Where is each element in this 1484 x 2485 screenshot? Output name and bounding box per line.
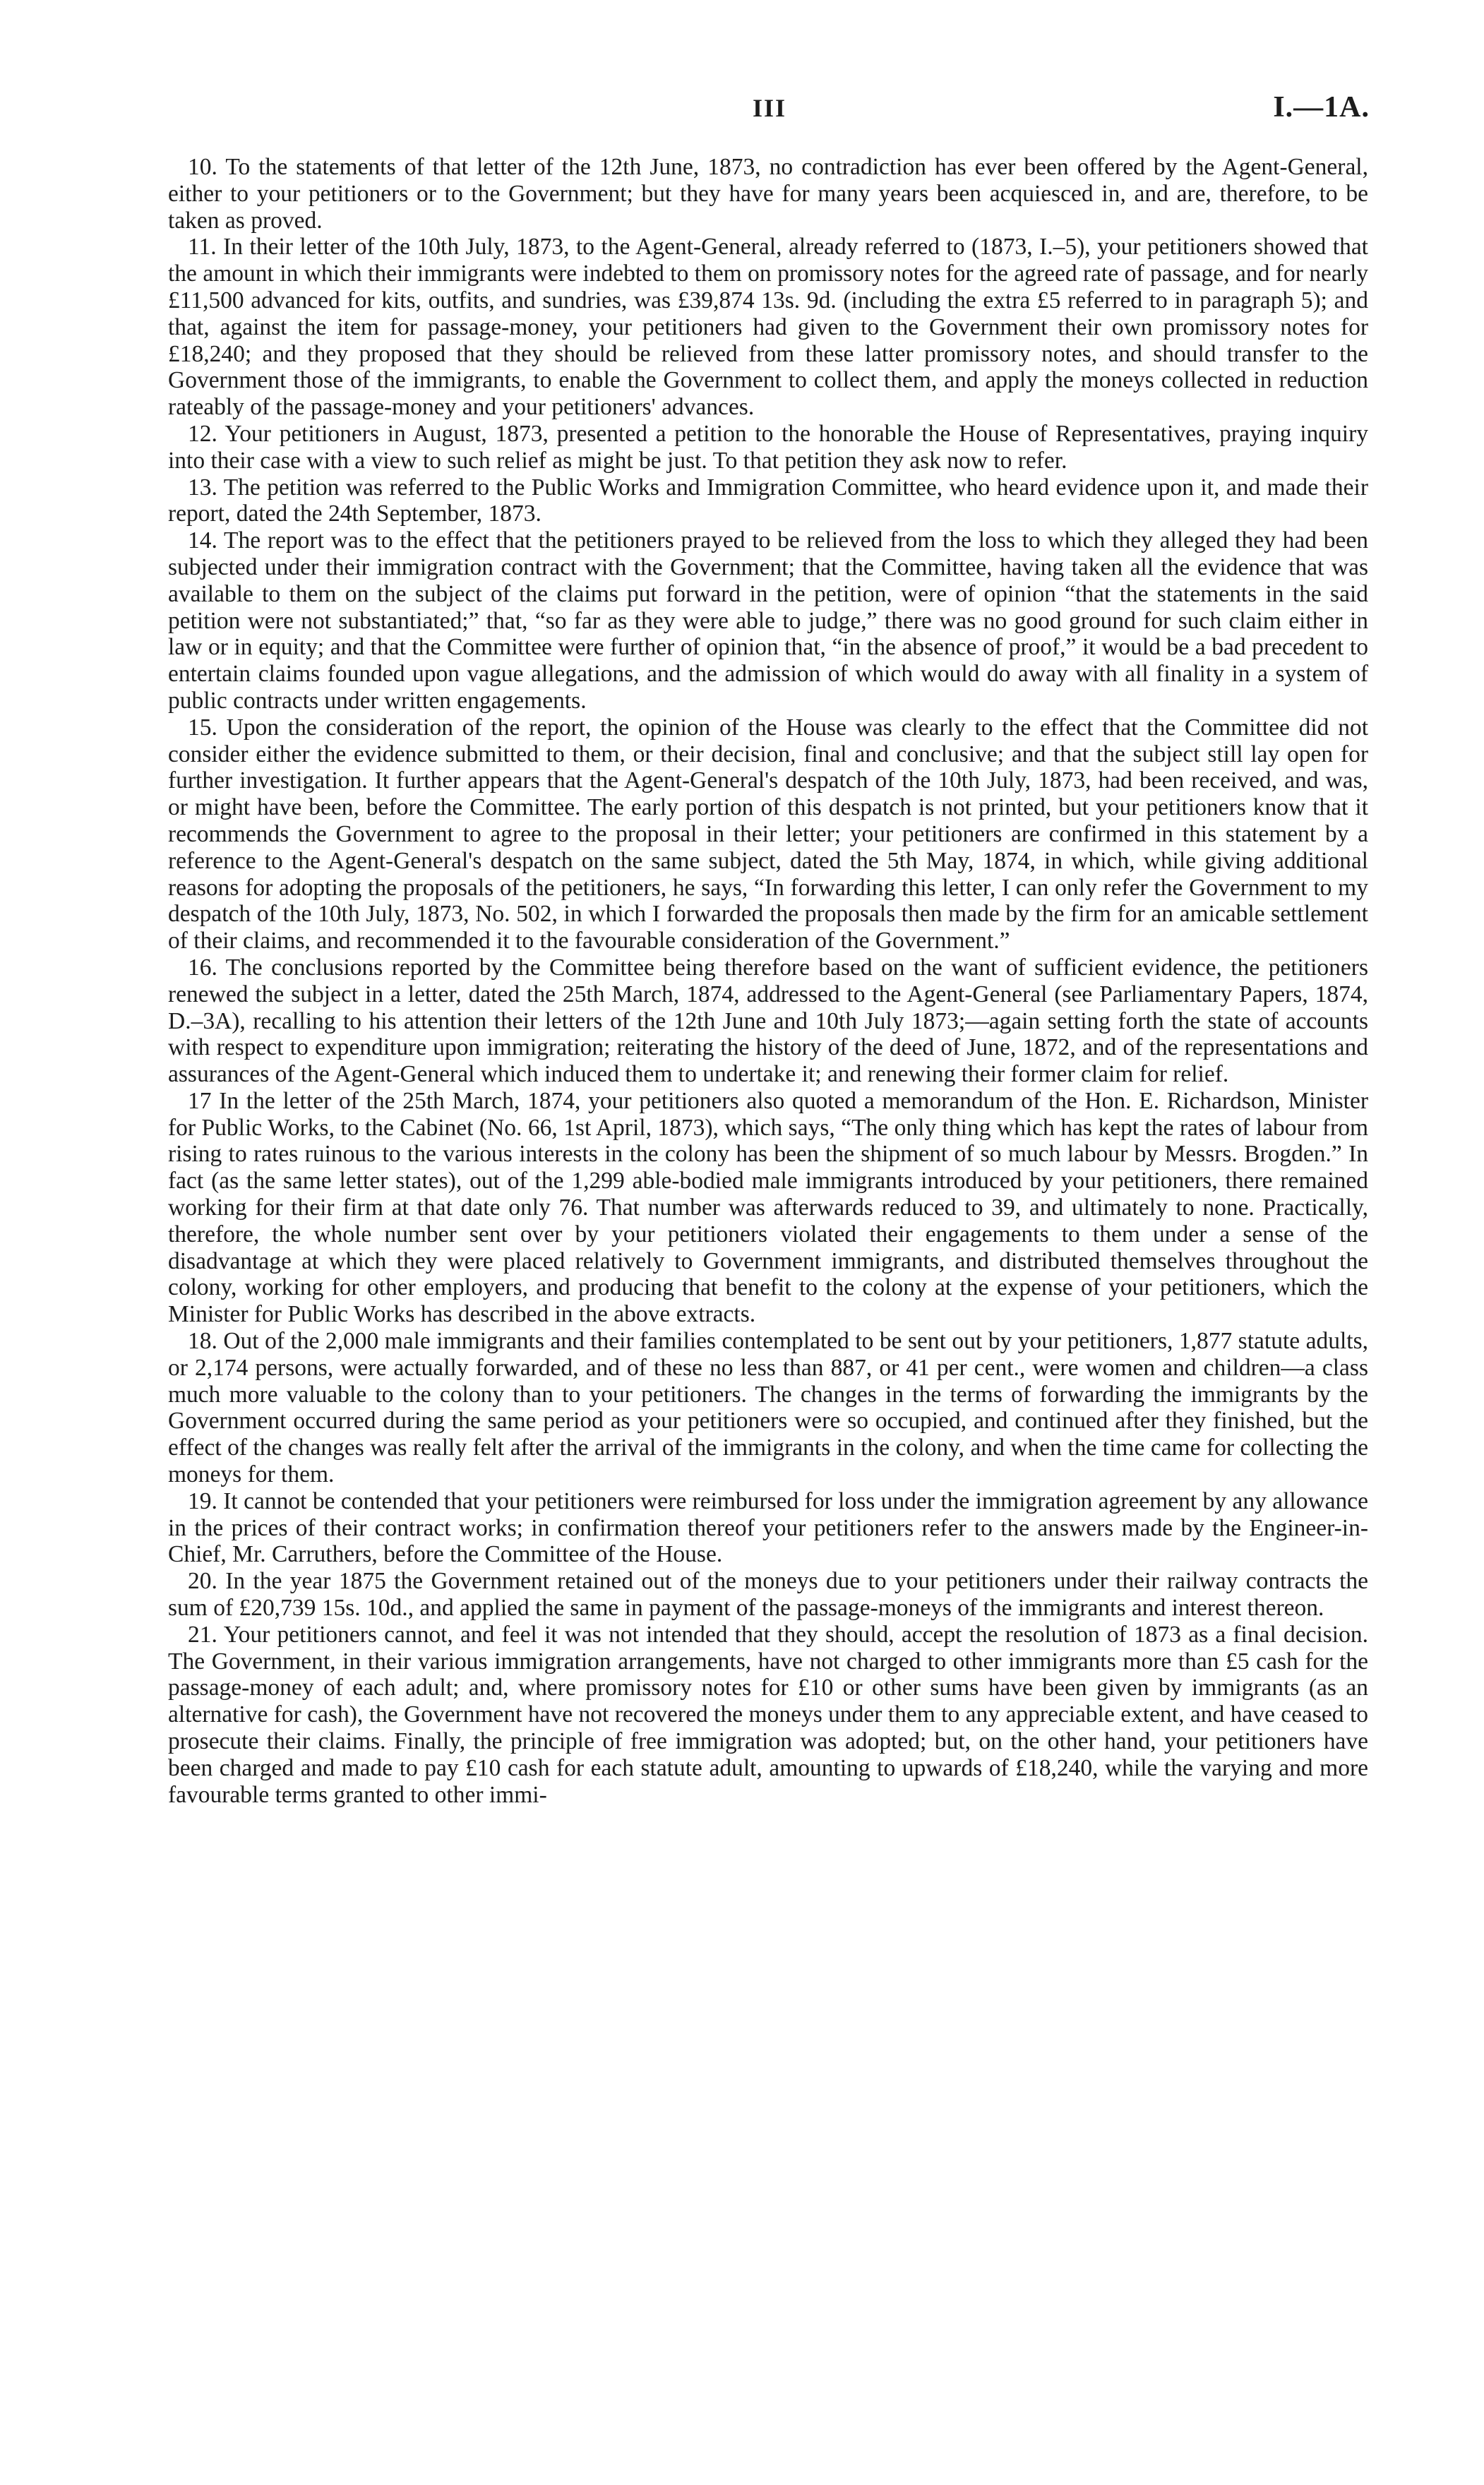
- paragraph-16: 16. The conclusions reported by the Committee being therefore based on the want of sufficient evidence, the petitioners renewed the subject in a letter, dated the 25th March, 1874, addressed to the Agent-General (see Parliamentary Papers, 1874, D.–3A), recalling to his attention their letters of the 12th June and 10th July 1873;—again setting forth the state of accounts with respect to expenditure upon immigration; reiterating the history of the deed of June, 1872, and of the representations and assurances of the Agent-General which induced them to undertake it; and renewing their former claim for relief.: [168, 954, 1368, 1088]
- paragraph-21: 21. Your petitioners cannot, and feel it was not intended that they should, accept the resolution of 1873 as a final decision. The Government, in their various immigration arrangements, have not charged to other immigrants more than £5 cash for the passage-money of each adult; and, where promissory notes for £10 or other sums have been given by immigrants (as an alternative for cash), the Government have not recovered the moneys under them to any appreciable extent, and have ceased to prosecute their claims. Finally, the principle of free immigration was adopted; but, on the other hand, your petitioners have been charged and made to pay £10 cash for each statute adult, amounting to upwards of £18,240, while the varying and more favourable terms granted to other immi-: [168, 1621, 1368, 1808]
- body-text: [168, 154, 1368, 1808]
- paragraph-17: 17 In the letter of the 25th March, 1874, your petitioners also quoted a memorandum of the Hon. E. Richardson, Minister for Public Works, to the Cabinet (No. 66, 1st April, 1873), which says, “The only thing which has kept the rates of labour from rising to rates ruinous to the various interests in the colony has been the shipment of so much labour by Messrs. Brogden.” In fact (as the same letter states), out of the 1,299 able-bodied male immigrants introduced by your petitioners, there remained working for their firm at that date only 76. That number was afterwards reduced to 39, and ultimately to none. Practically, therefore, the whole number sent over by your petitioners violated their engagements to them under a sense of the disadvantage at which they were placed relatively to Government immigrants, and distributed themselves throughout the colony, working for other employers, and producing that benefit to the colony at the expense of your petitioners, which the Minister for Public Works has described in the above extracts.: [168, 1087, 1368, 1328]
- paragraph-15: 15. Upon the consideration of the report, the opinion of the House was clearly to the effect that the Committee did not consider either the evidence submitted to them, or their decision, final and conclusive; and that the subject still lay open for further investigation. It further appears that the Agent-General's despatch of the 10th July, 1873, had been received, and was, or might have been, before the Committee. The early portion of this despatch is not printed, but your petitioners know that it recommends the Government to agree to the proposal in their letter; your petitioners are confirmed in this statement by a reference to the Agent-General's despatch on the same subject, dated the 5th May, 1874, in which, while giving additional reasons for adopting the proposals of the petitioners, he says, “In forwarding this letter, I can only refer the Government to my despatch of the 10th July, 1873, No. 502, in which I forwarded the proposals then made by the firm for an amicable settlement of their claims, and recommended it to the favourable consideration of the Government.”: [168, 714, 1368, 954]
- paragraph-13: 13. The petition was referred to the Public Works and Immigration Committee, who heard evidence upon it, and made their report, dated the 24th September, 1873.: [168, 474, 1368, 527]
- page-header: [169, 90, 1370, 133]
- paragraph-11: 11. In their letter of the 10th July, 1873, to the Agent-General, already referred to (1873, I.–5), your petitioners showed that the amount in which their immigrants were indebted to them on promissory notes for the agreed rate of passage, and for nearly £11,500 advanced for kits, outfits, and sundries, was £39,874 13s. 9d. (including the extra £5 referred to in paragraph 5); and that, against the item for passage-money, your petitioners had given to the Government their own promissory notes for £18,240; and they proposed that they should be relieved from these latter promissory notes, and should transfer to the Government those of the immigrants, to enable the Government to collect them, and apply the moneys collected in reduction rateably of the passage-money and your petitioners' advances.: [168, 234, 1368, 421]
- paragraph-10: 10. To the statements of that letter of the 12th June, 1873, no contradiction has ever been offered by the Agent-General, either to your petitioners or to the Government; but they have for many years been acquiesced in, and are, therefore, to be taken as proved.: [168, 154, 1368, 234]
- paragraph-12: 12. Your petitioners in August, 1873, presented a petition to the honorable the House of Representatives, praying inquiry into their case with a view to such relief as might be just. To that petition they ask now to refer.: [168, 420, 1368, 474]
- document-reference: I.—1A.: [1273, 91, 1370, 124]
- paragraph-14: 14. The report was to the effect that the petitioners prayed to be relieved from the loss to which they alleged they had been subjected under their immigration contract with the Government; that the Committee, having taken all the evidence that was available to them on the subject of the claims put forward in the petition, were of opinion “that the statements in the said petition were not substantiated;” that, “so far as they were able to judge,” there was no good ground for such claim either in law or in equity; and that the Committee were further of opinion that, “in the absence of proof,” it would be a bad precedent to entertain claims founded upon vague allegations, and the admission of which would do away with all finality in a system of public contracts under written engagements.: [168, 527, 1368, 714]
- paragraph-19: 19. It cannot be contended that your petitioners were reimbursed for loss under the immigration agreement by any allowance in the prices of their contract works; in confirmation thereof your petitioners refer to the answers made by the Engineer-in-Chief, Mr. Carruthers, before the Committee of the House.: [168, 1487, 1368, 1568]
- paragraph-20: 20. In the year 1875 the Government retained out of the moneys due to your petitioners under their railway contracts the sum of £20,739 15s. 10d., and applied the same in payment of the passage-moneys of the immigrants and interest thereon.: [168, 1568, 1368, 1622]
- page-number: III: [752, 94, 787, 122]
- paragraph-18: 18. Out of the 2,000 male immigrants and their families contemplated to be sent out by your petitioners, 1,877 statute adults, or 2,174 persons, were actually forwarded, and of these no less than 887, or 41 per cent., were women and children—a class much more valuable to the colony than to your petitioners. The changes in the terms of forwarding the immigrants by the Government occurred during the same period as your petitioners were so occupied, and continued after they finished, but the effect of the changes was really felt after the arrival of the immigrants in the colony, and when the time came for collecting the moneys for them.: [168, 1328, 1368, 1488]
